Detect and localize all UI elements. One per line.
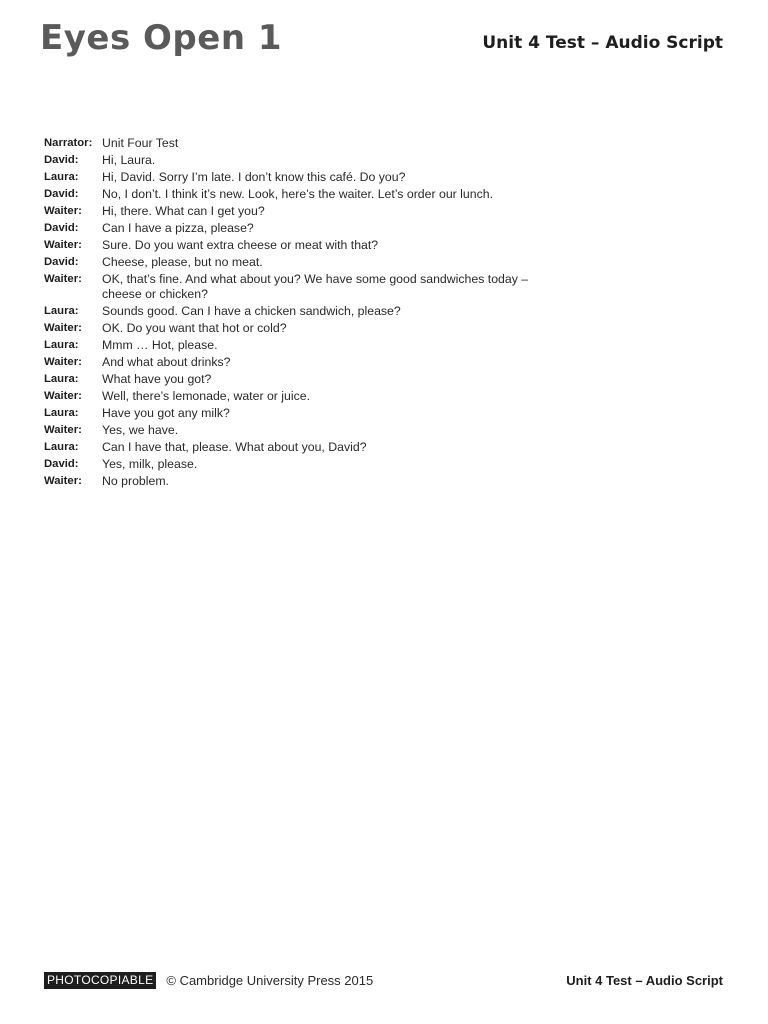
script-line	[44, 270, 564, 302]
speaker-label: David:	[44, 457, 79, 470]
script-line	[44, 302, 564, 319]
utterance-text: Can I have that, please. What about you, David?	[102, 439, 367, 454]
speaker-label: Laura:	[44, 440, 79, 453]
speaker-label: Narrator:	[44, 136, 93, 149]
script-line	[44, 404, 564, 421]
script-line	[44, 421, 564, 438]
script-line	[44, 168, 564, 185]
script-line	[44, 134, 564, 151]
audio-script	[44, 134, 564, 489]
utterance-text: Yes, we have.	[102, 422, 179, 437]
script-line	[44, 387, 564, 404]
utterance-text: Sounds good. Can I have a chicken sandwich, please?	[102, 303, 401, 318]
script-line	[44, 455, 564, 472]
photocopiable-badge: PHOTOCOPIABLE	[44, 972, 156, 989]
utterance-text: Sure. Do you want extra cheese or meat with that?	[102, 237, 379, 252]
speaker-label: David:	[44, 221, 79, 234]
speaker-label: Waiter:	[44, 389, 82, 402]
speaker-label: Waiter:	[44, 423, 82, 436]
speaker-label: Waiter:	[44, 204, 82, 217]
script-line	[44, 336, 564, 353]
speaker-label: David:	[44, 255, 79, 268]
script-line	[44, 236, 564, 253]
utterance-text: And what about drinks?	[102, 354, 231, 369]
speaker-label: Laura:	[44, 372, 79, 385]
speaker-label: Waiter:	[44, 474, 82, 487]
utterance-text: Well, there’s lemonade, water or juice.	[102, 388, 311, 403]
speaker-label: David:	[44, 153, 79, 166]
utterance-text: What have you got?	[102, 371, 212, 386]
speaker-label: David:	[44, 187, 79, 200]
script-line	[44, 438, 564, 455]
utterance-text: Unit Four Test	[102, 135, 179, 150]
script-line	[44, 151, 564, 168]
footer	[44, 972, 373, 989]
utterance-text: Can I have a pizza, please?	[102, 220, 254, 235]
section-title: Unit 4 Test – Audio Script	[482, 33, 723, 53]
speaker-label: Waiter:	[44, 355, 82, 368]
script-line	[44, 319, 564, 336]
book-title: Eyes Open 1	[40, 18, 283, 58]
utterance-text: No problem.	[102, 473, 169, 488]
speaker-label: Waiter:	[44, 238, 82, 251]
speaker-label: Waiter:	[44, 321, 82, 334]
script-line	[44, 253, 564, 270]
script-line	[44, 472, 564, 489]
script-line	[44, 202, 564, 219]
utterance-text: Cheese, please, but no meat.	[102, 254, 263, 269]
utterance-text: Hi, there. What can I get you?	[102, 203, 265, 218]
utterance-text: Hi, Laura.	[102, 152, 156, 167]
speaker-label: Waiter:	[44, 272, 82, 285]
utterance-text: Have you got any milk?	[102, 405, 230, 420]
utterance-text: Hi, David. Sorry I’m late. I don’t know this café. Do you?	[102, 169, 406, 184]
script-line	[44, 185, 564, 202]
speaker-label: Laura:	[44, 338, 79, 351]
speaker-label: Laura:	[44, 406, 79, 419]
utterance-text: Mmm … Hot, please.	[102, 337, 218, 352]
script-line	[44, 219, 564, 236]
script-line	[44, 353, 564, 370]
speaker-label: Laura:	[44, 304, 79, 317]
footer-section-title: Unit 4 Test – Audio Script	[566, 973, 723, 988]
utterance-text: Yes, milk, please.	[102, 456, 198, 471]
copyright-notice: © Cambridge University Press 2015	[166, 973, 374, 988]
speaker-label: Laura:	[44, 170, 79, 183]
utterance-text: No, I don’t. I think it’s new. Look, here’s the waiter. Let’s order our lunch.	[102, 186, 493, 201]
utterance-text: OK. Do you want that hot or cold?	[102, 320, 287, 335]
script-line	[44, 370, 564, 387]
utterance-text: OK, that’s fine. And what about you? We have some good sandwiches today – cheese or chicken?	[102, 271, 529, 301]
